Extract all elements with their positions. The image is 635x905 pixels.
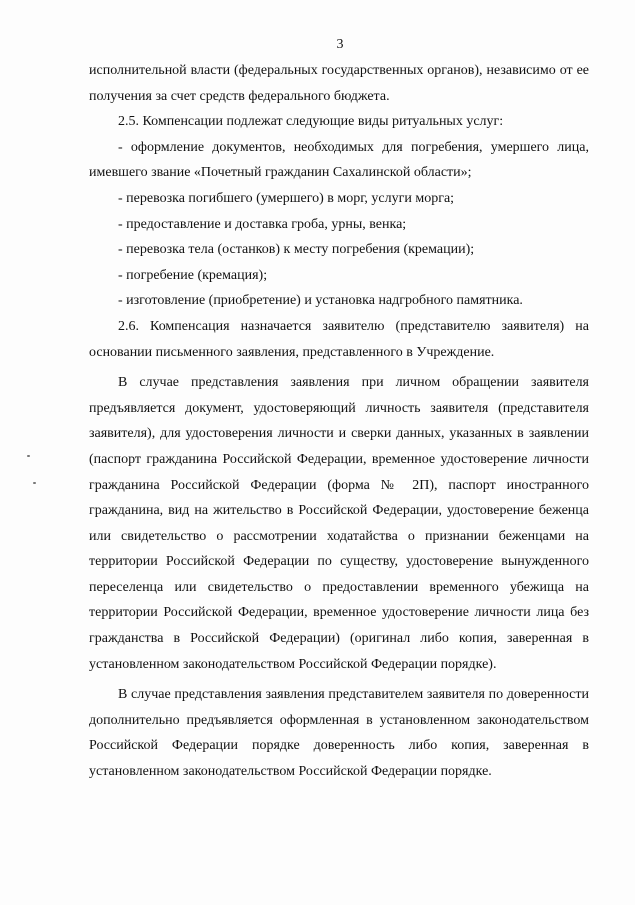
page-number: 3	[336, 37, 344, 52]
paragraph-2-6: 2.6. Компенсация назначается заявителю (представителю заявителя) на основании письменного заявления, представленного в Учреждение.	[89, 318, 589, 360]
list-item-documents: - оформление документов, необходимых для погребения, умершего лица, имевшего звание «Почетный гражданин Сахалинской области»;	[89, 139, 589, 181]
paragraph-2-5: 2.5. Компенсации подлежат следующие виды ритуальных услуг:	[118, 114, 504, 130]
list-item-transport-morgue: - перевозка погибшего (умершего) в морг, услуги морга;	[118, 190, 455, 206]
scan-artifact	[27, 455, 30, 457]
list-item-monument: - изготовление (приобретение) и установка надгробного памятника.	[118, 293, 523, 309]
paragraph-representative-application: В случае представления заявления представителем заявителя по доверенности дополнительно предъявляется оформленная в установленном законодательством Российской Федерации порядке доверенность либо копия, заверенная в установленном законодательством Российской Федерации порядке.	[89, 687, 589, 780]
document-body	[89, 58, 589, 785]
list-item-transport-body: - перевозка тела (останков) к месту погребения (кремации);	[118, 242, 475, 258]
list-item-burial: - погребение (кремация);	[118, 267, 268, 283]
paragraph-continuation: исполнительной власти (федеральных государственных органов), независимо от ее получения за счет средств федерального бюджета.	[89, 63, 589, 104]
list-item-coffin: - предоставление и доставка гроба, урны, венка;	[118, 216, 407, 232]
paragraph-personal-application: В случае представления заявления при личном обращении заявителя предъявляется документ, удостоверяющий личность заявителя (представителя заявителя), для удостоверения личности и сверки данных, указанных в заявлении (паспорт гражданина Российской Федерации, временное удостоверение личности гражданина Российской Федерации (форма № 2П), паспорт иностранного гражданина, вид на жительство в Российской Федерации, удостоверение беженца или свидетельство о рассмотрении ходатайства о признании беженцами на территории Российской Федерации по существу, удостоверение вынужденного переселенца или свидетельство о предоставлении временного убежища на территории Российской Федерации, временное удостоверение личности лица без гражданства в Российской Федерации) (оригинал либо копия, заверенная в установленном законодательством Российской Федерации порядке).	[89, 375, 589, 672]
scan-artifact	[33, 482, 36, 484]
